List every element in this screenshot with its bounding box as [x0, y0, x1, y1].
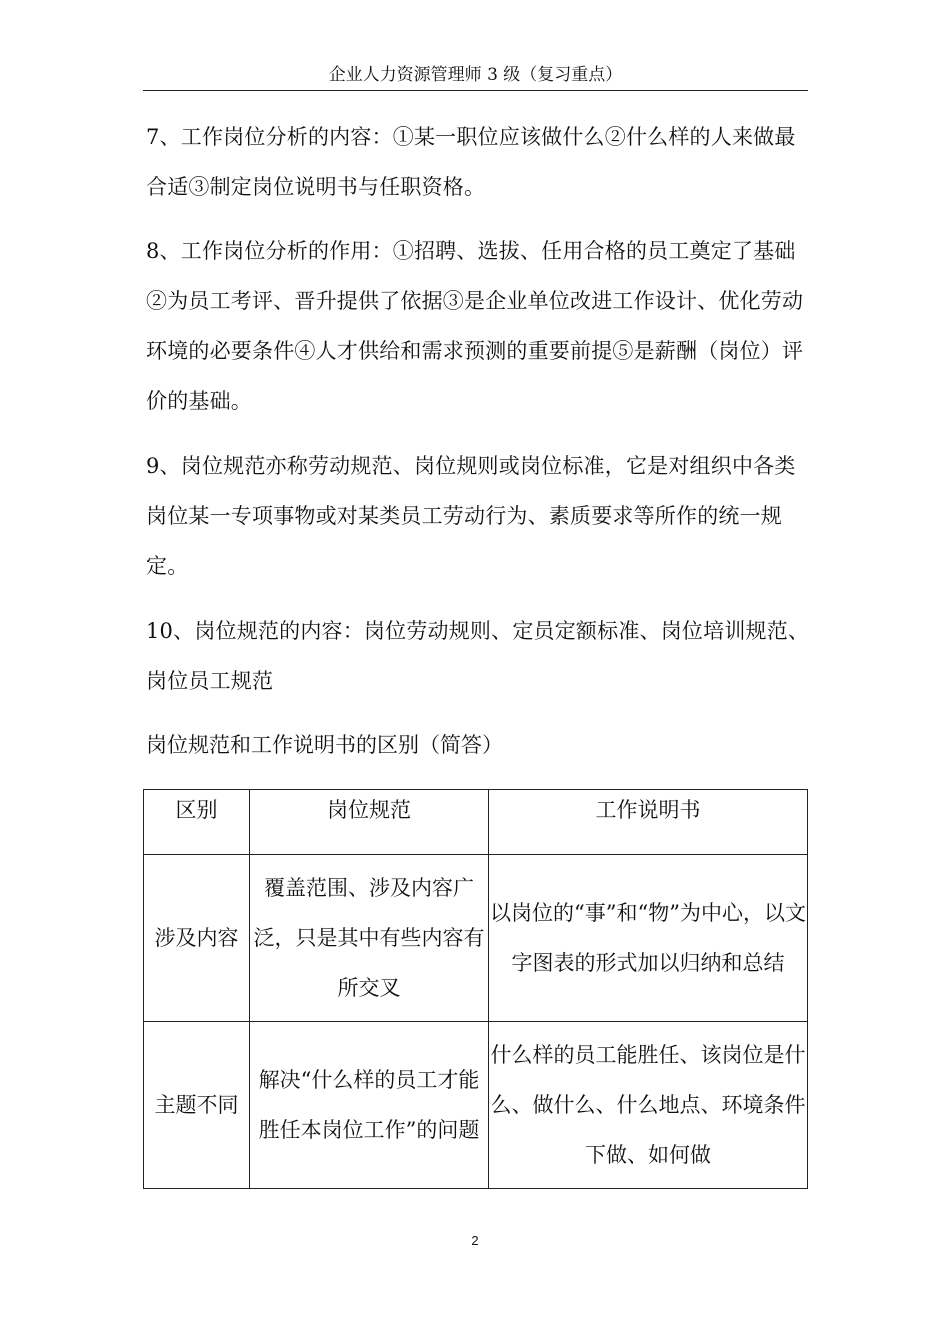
- table-cell: 什么样的员工能胜任、该岗位是什么、做什么、什么地点、环境条件下做、如何做: [489, 1022, 808, 1189]
- comparison-table: [143, 789, 808, 1189]
- table-header-cell: 区别: [144, 790, 250, 855]
- table-row: [144, 855, 808, 1022]
- page-header-title: 企业人力资源管理师 3 级（复习重点）: [328, 65, 623, 85]
- table-cell: 主题不同: [144, 1022, 250, 1189]
- table-cell: 解决“什么样的员工才能胜任本岗位工作”的问题: [250, 1022, 489, 1189]
- paragraph-9: 9、岗位规范亦称劳动规范、岗位规则或岗位标准，它是对组织中各类岗位某一专项事物或对某类员工劳动行为、素质要求等所作的统一规定。: [146, 454, 796, 578]
- header-divider: [143, 90, 808, 91]
- table-header-cell: 岗位规范: [250, 790, 489, 855]
- paragraph-10: 10、岗位规范的内容：岗位劳动规则、定员定额标准、岗位培训规范、岗位员工规范: [146, 619, 810, 693]
- table-cell: 涉及内容: [144, 855, 250, 1022]
- table-header-row: [144, 790, 808, 855]
- paragraph-7: 7、工作岗位分析的内容：①某一职位应该做什么②什么样的人来做最合适③制定岗位说明书与任职资格。: [146, 125, 796, 199]
- table-header-cell: 工作说明书: [489, 790, 808, 855]
- paragraph-8: 8、工作岗位分析的作用：①招聘、选拔、任用合格的员工奠定了基础②为员工考评、晋升提供了依据③是企业单位改进工作设计、优化劳动环境的必要条件④人才供给和需求预测的重要前提⑤是薪酬（岗位）评价的基础。: [146, 239, 804, 413]
- page-number: 2: [471, 1233, 479, 1248]
- table-row: [144, 1022, 808, 1189]
- table-caption: 岗位规范和工作说明书的区别（简答）: [146, 733, 503, 757]
- table-cell: 以岗位的“事”和“物”为中心，以文字图表的形式加以归纳和总结: [489, 855, 808, 1022]
- table-cell: 覆盖范围、涉及内容广泛，只是其中有些内容有所交叉: [250, 855, 489, 1022]
